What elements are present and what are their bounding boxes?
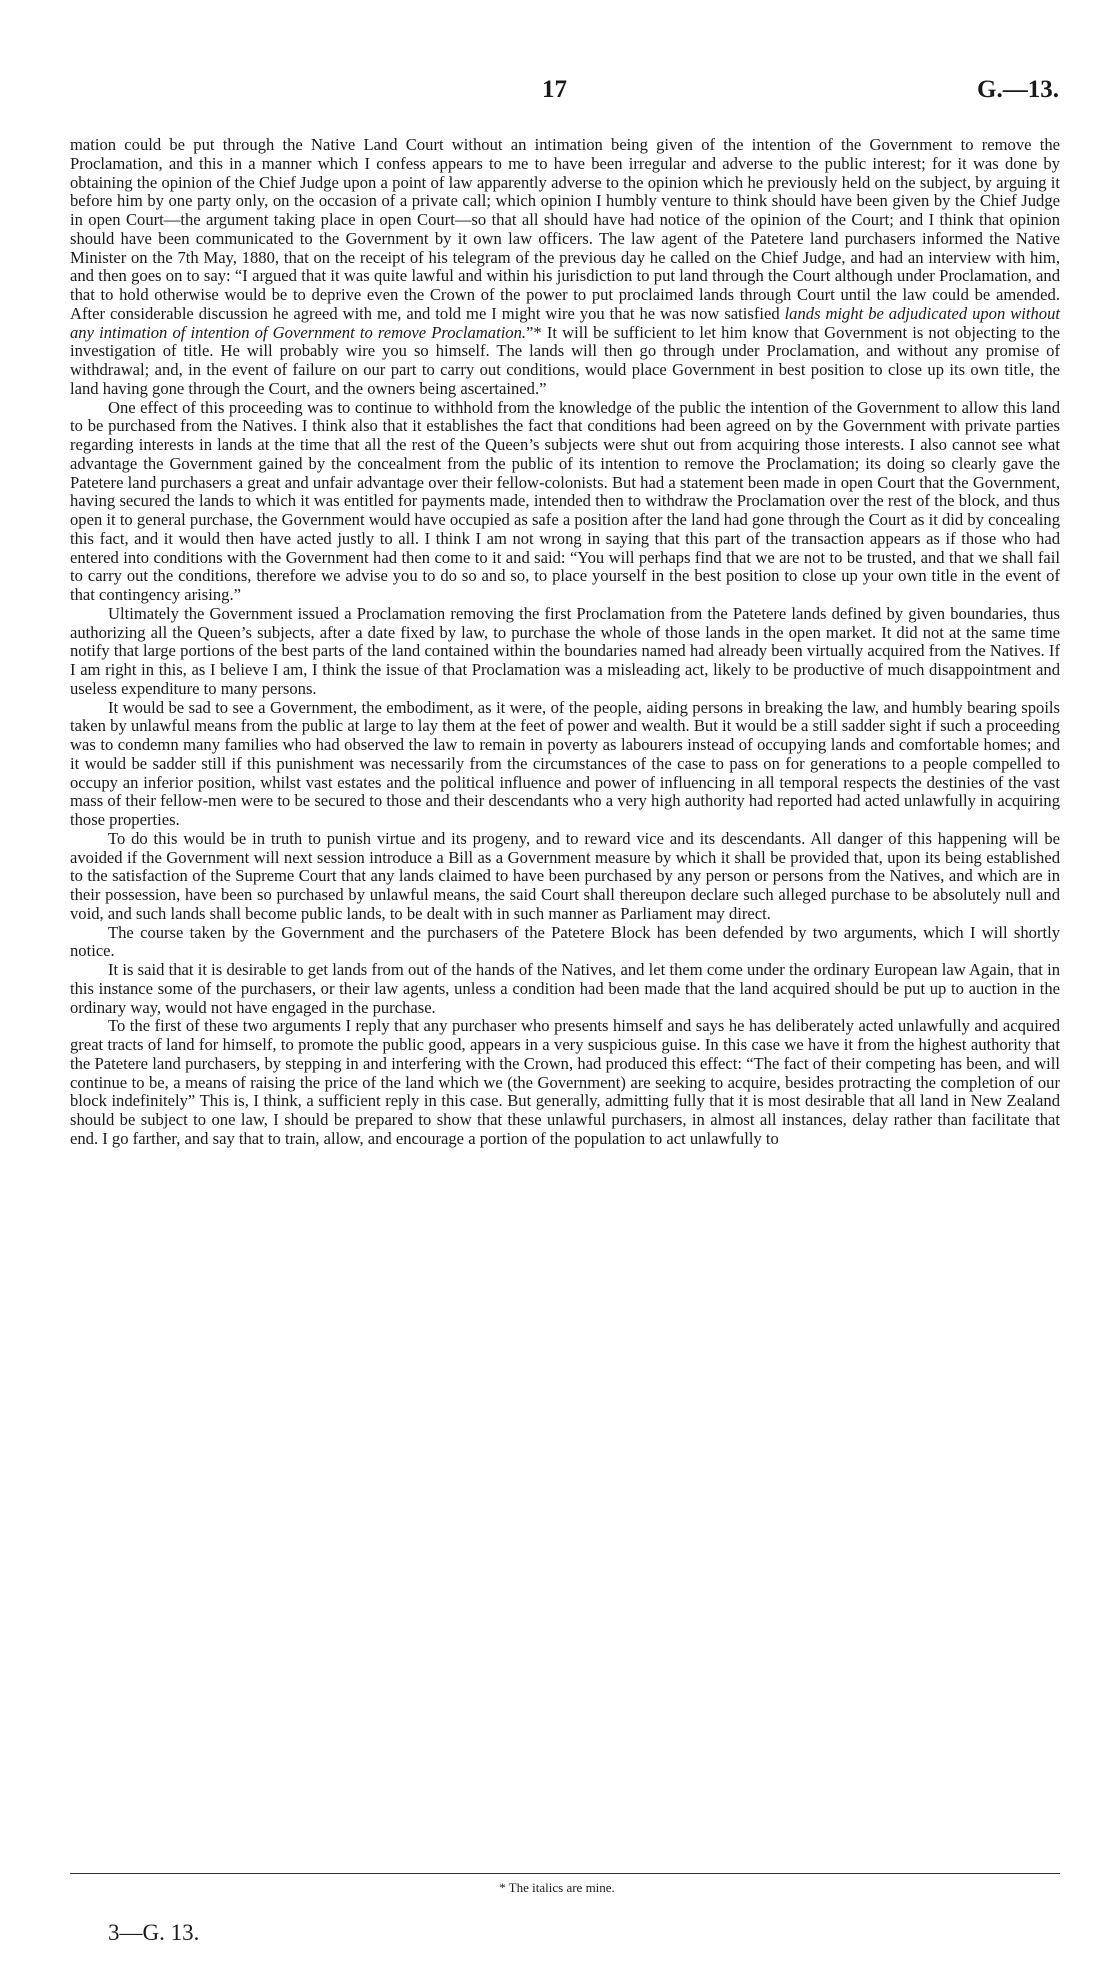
italic-quote: lands might be adjudicated upon without any intimation of intention of Government to remove Proclamation. bbox=[70, 303, 1060, 342]
paragraph bbox=[70, 136, 1060, 399]
paragraph bbox=[70, 961, 1060, 1017]
paragraph bbox=[70, 605, 1060, 699]
sheet-signature: 3—G. 13. bbox=[108, 1920, 200, 1945]
text-run: It is said that it is desirable to get lands from out of the hands of the Natives, and let them come under the ordinary European law Again, that in this instance some of the purchasers, or their law agents, unless a condition had been made that the land acquired should be put up to auction in the ordinary way, would not have engaged in the purchase. bbox=[70, 960, 1060, 1017]
text-run: Ultimately the Government issued a Proclamation removing the first Proclamation from the Patetere lands defined by given boundaries, thus authorizing all the Queen’s subjects, after a date fixed by law, to purchase the whole of those lands in the open market. It did not at the same time notify that large portions of the best parts of the land contained within the boundaries named had already been virtually acquired from the Natives. If I am right in this, as I believe I am, I think the issue of that Proclamation was a misleading act, likely to be productive of much disappointment and useless expenditure to many persons. bbox=[70, 603, 1060, 698]
paragraph bbox=[70, 399, 1060, 605]
text-run: To the first of these two arguments I reply that any purchaser who presents himself and says he has deliberately acted unlawfully and acquired great tracts of land for himself, to promote the public good, appears in a very suspicious guise. In this case we have it from the highest authority that the Patetere land purchasers, by stepping in and interfering with the Crown, had produced this effect: “The fact of their competing has been, and will continue to be, a means of raising the price of the land which we (the Government) are seeking to acquire, besides protracting the completion of our block indefinitely” This is, I think, a sufficient reply in this case. But generally, admitting fully that it is most desirable that all land in New Zealand should be subject to one law, I should be prepared to show that these unlawful purchasers, in almost all instances, delay rather than facilitate that end. I go farther, and say that to train, allow, and encourage a portion of the population to act unlawfully to bbox=[70, 1016, 1060, 1148]
footnote-divider bbox=[70, 1873, 1060, 1874]
text-run: To do this would be in truth to punish virtue and its progeny, and to reward vice and its descendants. All danger of this happening will be avoided if the Government will next session introduce a Bill as a Government measure by which it shall be provided that, upon its being established to the satisfaction of the Supreme Court that any lands claimed to have been purchased by any person or persons from the Natives, and which are in their possession, have been so purchased by unlawful means, the said Court shall thereupon declare such alleged purchase to be absolutely null and void, and such lands shall become public lands, to be dealt with in such manner as Parliament may direct. bbox=[70, 828, 1060, 923]
body-text bbox=[70, 136, 1060, 1149]
text-run: ”* It will be sufficient to let him know that Government is not objecting to the investigation of title. He will probably wire you so himself. The lands will then go through under Proclamation, and without any promise of withdrawal; and, in the event of failure on our part to carry out conditions, would place Government in best position to close up its own title, the land having gone through the Court, and the owners being ascertained.” bbox=[70, 322, 1060, 398]
page-number: 17 bbox=[542, 76, 567, 103]
text-run: One effect of this proceeding was to continue to withhold from the knowledge of the public the intention of the Government to allow this land to be purchased from the Natives. I think also that it establishes the fact that conditions had been agreed on by the Government with private parties regarding interests in lands at the time that all the rest of the Queen’s subjects were shut out from acquiring those interests. I also cannot see what advantage the Government gained by the concealment from the public of its intention to remove the Proclamation; its doing so clearly gave the Patetere land purchasers a great and unfair advantage over their fellow-colonists. But had a statement been made in open Court that the Government, having secured the lands to which it was entitled for payments made, intended then to withdraw the Proclamation over the rest of the block, and thus open it to general purchase, the Government would have occupied as safe a position after the land had gone through the Court as it did by concealing this fact, and it would then have acted justly to all. I think I am not wrong in saying that this part of the transaction appears as if those who had entered into conditions with the Government had then come to it and said: “You will perhaps find that we are not to be trusted, and that we shall fail to carry out the conditions, therefore we advise you to do so and so, to place yourself in the best position to close up your own title in the event of that contingency arising.” bbox=[70, 397, 1060, 604]
paragraph bbox=[70, 924, 1060, 962]
text-run: It would be sad to see a Government, the embodiment, as it were, of the people, aiding persons in breaking the law, and humbly bearing spoils taken by unlawful means from the public at large to lay them at the feet of power and wealth. But it would be a still sadder sight if such a proceeding was to condemn many families who had observed the law to remain in poverty as labourers instead of occupying lands and comfortable homes; and it would be sadder still if this punishment was necessarily from the circumstances of the case to pass on for generations to a people compelled to occupy an inferior position, whilst vast estates and the political influence and power of influencing in all temporal respects the destinies of the vast mass of their fellow-men were to be secured to those and their descendants who a very high authority had reported had acted unlawfully in acquiring those properties. bbox=[70, 697, 1060, 829]
paragraph bbox=[70, 699, 1060, 830]
text-run: mation could be put through the Native Land Court without an intimation being given of the intention of the Government to remove the Proclamation, and this in a manner which I confess appears to me to have been irregular and adverse to the public interest; for it was done by obtaining the opinion of the Chief Judge upon a point of law apparently adverse to the opinion which he previously held on the subject, by arguing it before him by one party only, on the occasion of a private call; which opinion I humbly venture to think should have been given by the Chief Judge in open Court—the argument taking place in open Court—so that all should have had notice of the opinion of the Court; and I think that opinion should have been communicated to the Government by it own law officers. The law agent of the Patetere land purchasers informed the Native Minister on the 7th May, 1880, that on the receipt of his telegram of the previous day he called on the Chief Judge, and had an interview with him, and then goes on to say: “I argued that it was quite lawful and within his jurisdiction to put land through the Court although under Proclamation, and that to hold otherwise would be to deprive even the Crown of the power to put proclaimed lands through Court until the law could be amended. After considerable discussion he agreed with me, and told me I might wire you that he was now satisfied bbox=[70, 135, 1060, 323]
paragraph bbox=[70, 830, 1060, 924]
paragraph bbox=[70, 1017, 1060, 1148]
footnote: * The italics are mine. bbox=[499, 1880, 615, 1895]
document-code: G.—13. bbox=[977, 76, 1059, 103]
text-run: The course taken by the Government and the purchasers of the Patetere Block has been defended by two arguments, which I will shortly notice. bbox=[70, 922, 1060, 961]
